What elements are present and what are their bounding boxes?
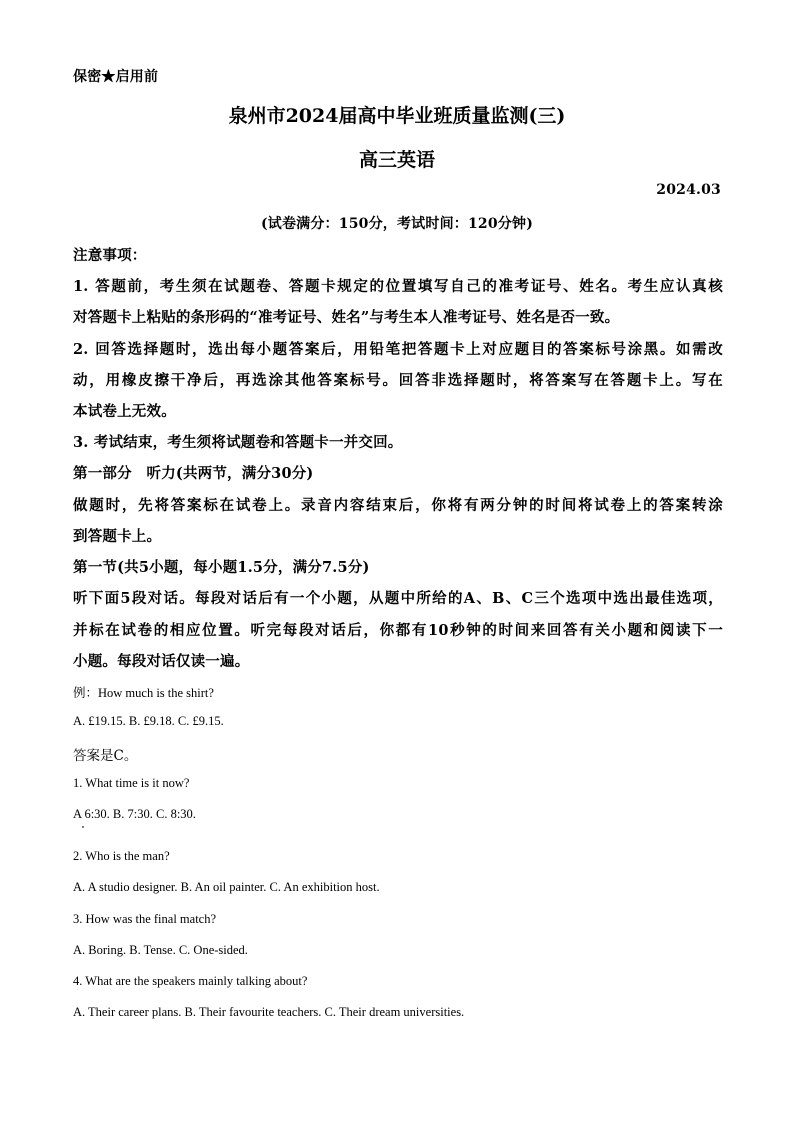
stray-dot-mark bbox=[82, 826, 84, 828]
exam-subject: 高三英语 bbox=[358, 149, 435, 171]
part1-intro-line-1: 做题时，先将答案标在试卷上。录音内容结束后，你将有两分钟的时间将试卷上的答案转涂 bbox=[73, 497, 723, 514]
section1-intro-line-2: 并标在试卷的相应位置。听完每段对话后，你都有10秒钟的时间来回答有关小题和阅读下一 bbox=[73, 622, 723, 639]
section1-heading: 第一节(共5小题，每小题1.5分，满分7.5分) bbox=[73, 559, 370, 576]
exam-info: (试卷满分：150分，考试时间：120分钟) bbox=[260, 216, 534, 232]
section1-intro-line-3: 小题。每段对话仅读一遍。 bbox=[73, 653, 250, 670]
note-2-line-1: 2. 回答选择题时，选出每小题答案后，用铅笔把答题卡上对应题目的答案标号涂黑。如需改 bbox=[73, 341, 723, 358]
question-1-options: A 6:30. B. 7:30. C. 8:30. bbox=[73, 807, 196, 821]
question-1: 1. What time is it now? bbox=[73, 776, 190, 790]
question-3-options: A. Boring. B. Tense. C. One-sided. bbox=[73, 943, 248, 957]
example-question: 例：How much is the shirt? bbox=[73, 686, 214, 700]
question-3: 3. How was the final match? bbox=[73, 912, 217, 926]
question-4: 4. What are the speakers mainly talking about? bbox=[73, 974, 308, 988]
question-4-options: A. Their career plans. B. Their favourite teachers. C. Their dream universities. bbox=[73, 1005, 465, 1019]
question-2: 2. Who is the man? bbox=[73, 849, 170, 863]
confidential-label: 保密★启用前 bbox=[73, 69, 159, 85]
note-1-line-2: 对答题卡上粘贴的条形码的“准考证号、姓名”与考生本人准考证号、姓名是否一致。 bbox=[73, 309, 620, 326]
example-options: A. £19.15. B. £9.18. C. £9.15. bbox=[73, 714, 224, 728]
note-2-line-3: 本试卷上无效。 bbox=[73, 403, 176, 420]
notes-heading: 注意事项： bbox=[73, 247, 147, 264]
exam-title: 泉州市2024届高中毕业班质量监测(三) bbox=[228, 105, 566, 127]
exam-date: 2024.03 bbox=[656, 182, 721, 198]
section1-intro-line-1: 听下面5段对话。每段对话后有一个小题，从题中所给的A、B、C三个选项中选出最佳选项， bbox=[73, 590, 723, 607]
example-answer: 答案是C。 bbox=[73, 748, 138, 764]
note-3: 3. 考试结束，考生须将试题卷和答题卡一并交回。 bbox=[73, 434, 403, 451]
part1-heading: 第一部分 听力(共两节，满分30分) bbox=[73, 465, 314, 482]
part1-intro-line-2: 到答题卡上。 bbox=[73, 528, 162, 545]
note-2-line-2: 动，用橡皮擦干净后，再选涂其他答案标号。回答非选择题时，将答案写在答题卡上。写在 bbox=[73, 372, 723, 389]
note-1-line-1: 1. 答题前，考生须在试题卷、答题卡规定的位置填写自己的准考证号、姓名。考生应认真核 bbox=[73, 278, 723, 295]
question-2-options: A. A studio designer. B. An oil painter. C. An exhibition host. bbox=[73, 880, 380, 894]
